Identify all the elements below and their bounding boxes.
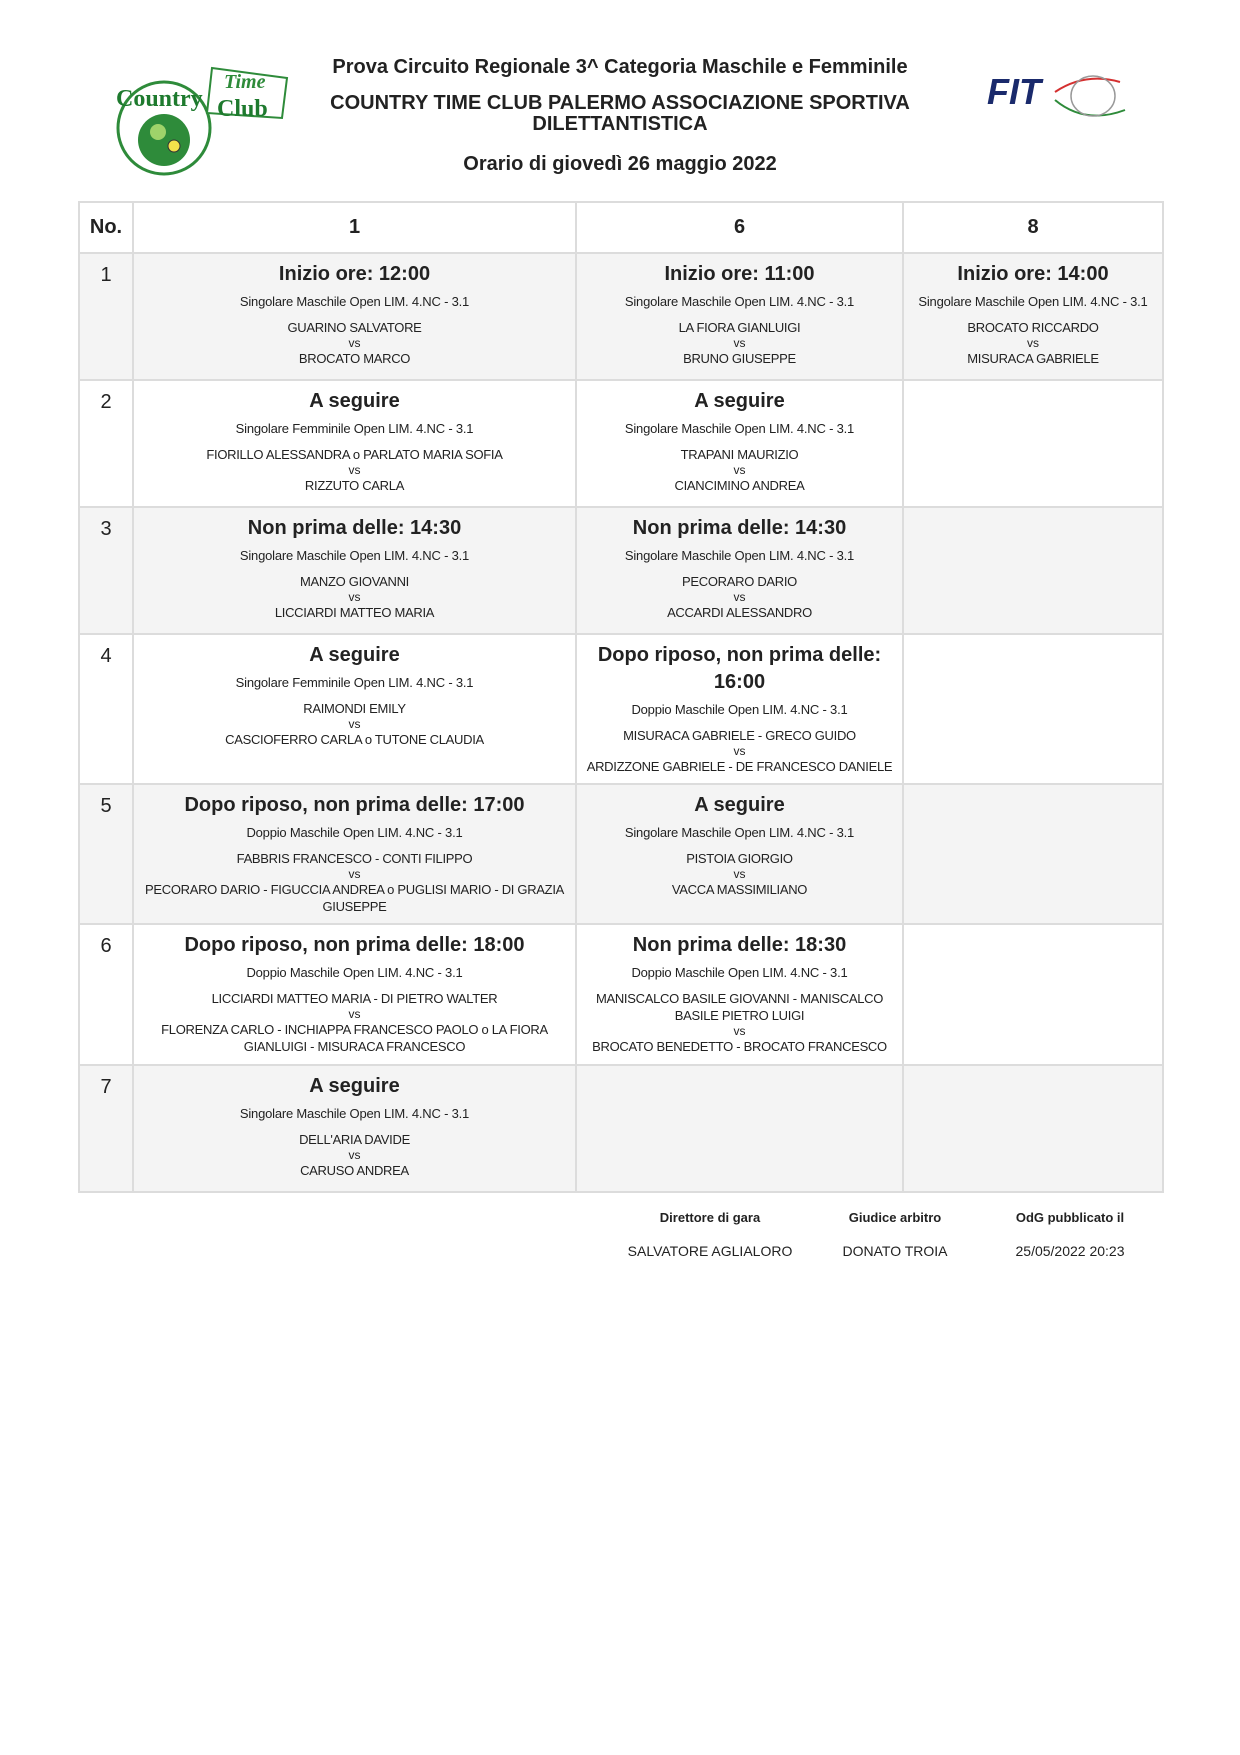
player-2: RIZZUTO CARLA (304, 478, 405, 493)
table-row (79, 784, 1163, 924)
footer-referee (820, 1210, 970, 1259)
match-info (135, 786, 574, 919)
country-time-club-logo (112, 58, 292, 178)
match-time: Inizio ore: 12:00 (278, 263, 431, 285)
player-1: LICCIARDI MATTEO MARIA - DI PIETRO WALTER (211, 991, 498, 1006)
vs-label: vs (733, 463, 746, 477)
vs-label: vs (348, 1007, 361, 1021)
table-row (79, 924, 1163, 1065)
match-info (135, 509, 574, 625)
match-cell (133, 634, 576, 784)
row-number: 7 (79, 1065, 133, 1192)
player-2: LICCIARDI MATTEO MARIA (274, 605, 435, 620)
match-time: A seguire (694, 390, 785, 412)
match-info (135, 926, 574, 1059)
player-1: FIORILLO ALESSANDRA o PARLATO MARIA SOFIA (206, 447, 503, 462)
footer-director (620, 1210, 800, 1259)
vs-label: vs (733, 1024, 746, 1038)
player-1: MANZO GIOVANNI (300, 574, 409, 589)
vs-label: vs (733, 336, 746, 350)
svg-text:Club: Club (217, 96, 268, 122)
match-time: Inizio ore: 11:00 (664, 263, 815, 285)
match-info (135, 1067, 574, 1183)
svg-text:Time: Time (224, 71, 266, 93)
referee-name: DONATO TROIA (842, 1243, 948, 1259)
match-info (578, 509, 901, 625)
match-info (578, 636, 901, 779)
match-time: Non prima delle: 18:30 (632, 934, 847, 956)
match-cell (576, 1065, 903, 1192)
player-1: FABBRIS FRANCESCO - CONTI FILIPPO (236, 851, 473, 866)
match-cell (903, 924, 1163, 1065)
match-cell (903, 253, 1163, 380)
match-time: Dopo riposo, non prima delle: 16:00 (597, 644, 882, 693)
table-row (79, 380, 1163, 507)
player-1: DELL'ARIA DAVIDE (299, 1132, 410, 1147)
match-cell (903, 1065, 1163, 1192)
schedule-date: Orario di giovedì 26 maggio 2022 (463, 153, 777, 175)
match-cell (576, 784, 903, 924)
table-row (79, 1065, 1163, 1192)
club-name: COUNTRY TIME CLUB PALERMO ASSOCIAZIONE SPORTIVA DILETTANTISTICA (330, 92, 910, 135)
player-2: ARDIZZONE GABRIELE - DE FRANCESCO DANIELE (586, 759, 893, 774)
vs-label: vs (348, 336, 361, 350)
player-2: CIANCIMINO ANDREA (674, 478, 805, 493)
match-info (135, 382, 574, 498)
player-1: TRAPANI MAURIZIO (680, 447, 799, 462)
match-cell (133, 784, 576, 924)
match-event: Doppio Maschile Open LIM. 4.NC - 3.1 (246, 965, 463, 980)
table-header-row (79, 202, 1163, 253)
player-1: GUARINO SALVATORE (287, 320, 422, 335)
match-info (578, 786, 901, 902)
player-1: MANISCALCO BASILE GIOVANNI - MANISCALCO BASILE PIETRO LUIGI (595, 991, 884, 1023)
match-cell (576, 253, 903, 380)
match-event: Singolare Maschile Open LIM. 4.NC - 3.1 (624, 548, 855, 563)
row-number: 2 (79, 380, 133, 507)
tournament-title: Prova Circuito Regionale 3^ Categoria Maschile e Femminile (332, 56, 908, 78)
match-cell (903, 380, 1163, 507)
vs-label: vs (348, 590, 361, 604)
header-court-1: 1 (133, 202, 576, 253)
table-row (79, 253, 1163, 380)
match-event: Singolare Maschile Open LIM. 4.NC - 3.1 (624, 421, 855, 436)
player-2: MISURACA GABRIELE (967, 351, 1099, 366)
match-time: A seguire (309, 390, 400, 412)
row-number: 1 (79, 253, 133, 380)
match-cell (133, 380, 576, 507)
match-event: Singolare Maschile Open LIM. 4.NC - 3.1 (624, 294, 855, 309)
player-1: BROCATO RICCARDO (967, 320, 1099, 335)
match-event: Singolare Femminile Open LIM. 4.NC - 3.1 (235, 675, 474, 690)
player-2: CASCIOFERRO CARLA o TUTONE CLAUDIA (225, 732, 484, 747)
match-cell (133, 507, 576, 634)
schedule-table (78, 201, 1164, 1193)
match-event: Singolare Maschile Open LIM. 4.NC - 3.1 (239, 548, 470, 563)
match-event: Singolare Maschile Open LIM. 4.NC - 3.1 (239, 294, 470, 309)
vs-label: vs (1027, 336, 1039, 350)
match-info (135, 255, 574, 371)
player-2: BROCATO MARCO (298, 351, 411, 366)
player-1: PECORARO DARIO (682, 574, 797, 589)
referee-label: Giudice arbitro (848, 1210, 942, 1225)
match-time: Dopo riposo, non prima delle: 17:00 (184, 794, 525, 816)
match-info (578, 382, 901, 498)
document-header (300, 56, 940, 176)
match-cell (133, 924, 576, 1065)
match-cell (576, 924, 903, 1065)
vs-label: vs (348, 463, 361, 477)
match-time: A seguire (309, 644, 400, 666)
vs-label: vs (348, 867, 361, 881)
table-row (79, 507, 1163, 634)
vs-label: vs (348, 717, 361, 731)
fit-logo (985, 70, 1145, 130)
vs-label: vs (733, 744, 746, 758)
svg-text:FIT: FIT (987, 71, 1041, 112)
match-event: Doppio Maschile Open LIM. 4.NC - 3.1 (246, 825, 463, 840)
director-name: SALVATORE AGLIALORO (627, 1243, 793, 1259)
match-cell (576, 507, 903, 634)
player-2: BROCATO BENEDETTO - BROCATO FRANCESCO (592, 1039, 887, 1054)
match-info (135, 636, 574, 752)
match-event: Doppio Maschile Open LIM. 4.NC - 3.1 (631, 702, 848, 717)
match-info (578, 255, 901, 371)
match-event: Singolare Femminile Open LIM. 4.NC - 3.1 (235, 421, 474, 436)
schedule-body (79, 253, 1163, 1192)
row-number: 5 (79, 784, 133, 924)
svg-text:Country: Country (116, 86, 203, 112)
vs-label: vs (733, 867, 746, 881)
player-1: RAIMONDI EMILY (303, 701, 406, 716)
player-2: VACCA MASSIMILIANO (671, 882, 808, 897)
player-2: FLORENZA CARLO - INCHIAPPA FRANCESCO PAOLO o LA FIORA GIANLUIGI - MISURACA FRANCESCO (161, 1022, 548, 1054)
match-event: Singolare Maschile Open LIM. 4.NC - 3.1 (239, 1106, 470, 1121)
match-time: Inizio ore: 14:00 (957, 263, 1109, 285)
match-cell (576, 380, 903, 507)
match-time: Non prima delle: 14:30 (247, 517, 462, 539)
published-label: OdG pubblicato il (1015, 1210, 1125, 1225)
player-1: MISURACA GABRIELE - GRECO GUIDO (623, 728, 856, 743)
footer-published (995, 1210, 1145, 1259)
player-2: CARUSO ANDREA (300, 1163, 409, 1178)
match-time: A seguire (694, 794, 785, 816)
match-cell (903, 784, 1163, 924)
match-time: Non prima delle: 14:30 (632, 517, 847, 539)
row-number: 3 (79, 507, 133, 634)
match-info (905, 255, 1161, 371)
match-cell (903, 634, 1163, 784)
row-number: 6 (79, 924, 133, 1065)
match-event: Singolare Maschile Open LIM. 4.NC - 3.1 (624, 825, 855, 840)
player-2: BRUNO GIUSEPPE (683, 351, 796, 366)
row-number: 4 (79, 634, 133, 784)
vs-label: vs (733, 590, 746, 604)
player-2: PECORARO DARIO - FIGUCCIA ANDREA o PUGLISI MARIO - DI GRAZIA GIUSEPPE (144, 882, 565, 914)
published-date: 25/05/2022 20:23 (1015, 1243, 1125, 1259)
match-time: Dopo riposo, non prima delle: 18:00 (184, 934, 525, 956)
director-label: Direttore di gara (659, 1210, 761, 1225)
vs-label: vs (348, 1148, 361, 1162)
player-1: LA FIORA GIANLUIGI (678, 320, 801, 335)
match-cell (133, 1065, 576, 1192)
header-no: No. (79, 202, 133, 253)
match-event: Singolare Maschile Open LIM. 4.NC - 3.1 (918, 294, 1148, 309)
player-2: ACCARDI ALESSANDRO (667, 605, 812, 620)
match-cell (133, 253, 576, 380)
match-cell (903, 507, 1163, 634)
match-cell (576, 634, 903, 784)
match-event: Doppio Maschile Open LIM. 4.NC - 3.1 (631, 965, 848, 980)
table-row (79, 634, 1163, 784)
header-court-6: 6 (576, 202, 903, 253)
player-1: PISTOIA GIORGIO (686, 851, 793, 866)
header-court-8: 8 (903, 202, 1163, 253)
match-time: A seguire (309, 1075, 400, 1097)
match-info (578, 926, 901, 1059)
